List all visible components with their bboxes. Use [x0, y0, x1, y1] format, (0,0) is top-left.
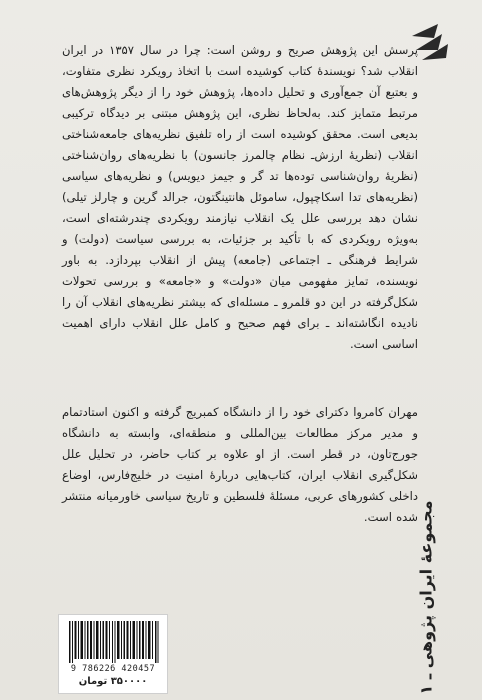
isbn-number: 9 786226 420457: [70, 664, 156, 674]
barcode-icon: [69, 621, 159, 663]
series-label-text: مجموعهٔ ایران پژوهی ـ ۱: [416, 500, 436, 695]
barcode-box: [58, 614, 168, 694]
author-bio-paragraph: مهران کامروا دکترای خود را از دانشگاه کمبریج گرفته و اکنون استادتمام و مدیر مرکز مطالعات بین‌المللی و منطقه‌ای، وابسته به دانشگاه جورج‌تاون، در قطر است. از او علاوه بر کتاب حاضر، در تحلیل علل شکل‌گیری انقلاب ایران، کتاب‌هایی دربارهٔ امنیت در خلیج‌فارس، اوضاع داخلی کشورهای عربی، مسئلهٔ فلسطین و تاریخ سیاسی خاورمیانه منتشر شده است.: [62, 405, 418, 524]
series-label: [406, 500, 446, 695]
book-description-paragraph: پرسش این پژوهش صریح و روشن است: چرا در سال ۱۳۵۷ در ایران انقلاب شد؟ نویسندهٔ کتاب کوشیده است با اتخاذ رویکرد نظری متفاوت، و بعتبع آن جمع‌آوری و تحلیل داده‌ها، پژوهش خود را از دیگر پژوهش‌های مرتبط متمایز کند. به‌لحاظ نظری، این پژوهش مبتنی بر دیدگاه ترکیبی بدیعی است. محقق کوشیده است از راه تلفیق نظریه‌های جامعه‌شناختی انقلاب (نظریهٔ ارزش‌ـ نظام چالمرز جانسون) با نظریه‌های روان‌شناختی (نظریهٔ روان‌شناسی توده‌ها تد گر و جیمز دیویس) و نظریه‌های سیاسی (نظریه‌های تدا اسکاچپول، ساموئل هانتینگتون، جرالد گرین و چارلز تیلی) نشان دهد بررسی علل یک انقلاب نیازمند رویکردی چندرشته‌ای است، به‌ویژه رویکردی که با تأکید بر جزئیات، به بررسی سیاست (دولت) و شرایط فرهنگی‌ ـ اجتماعی (جامعه) پیش از انقلاب بپردازد. به باور نویسنده، تمایز مفهومی میان «دولت» و «جامعه» و بررسی تحولات شکل‌گرفته در این دو قلمرو ـ مسئله‌ای که بیشتر نظریه‌های انقلاب آن را نادیده انگاشته‌اند ـ برای فهم صحیح و کامل علل انقلاب دارای اهمیت اساسی است.: [62, 43, 418, 351]
price-label: ۳۵۰۰۰۰ تومان: [78, 676, 148, 687]
